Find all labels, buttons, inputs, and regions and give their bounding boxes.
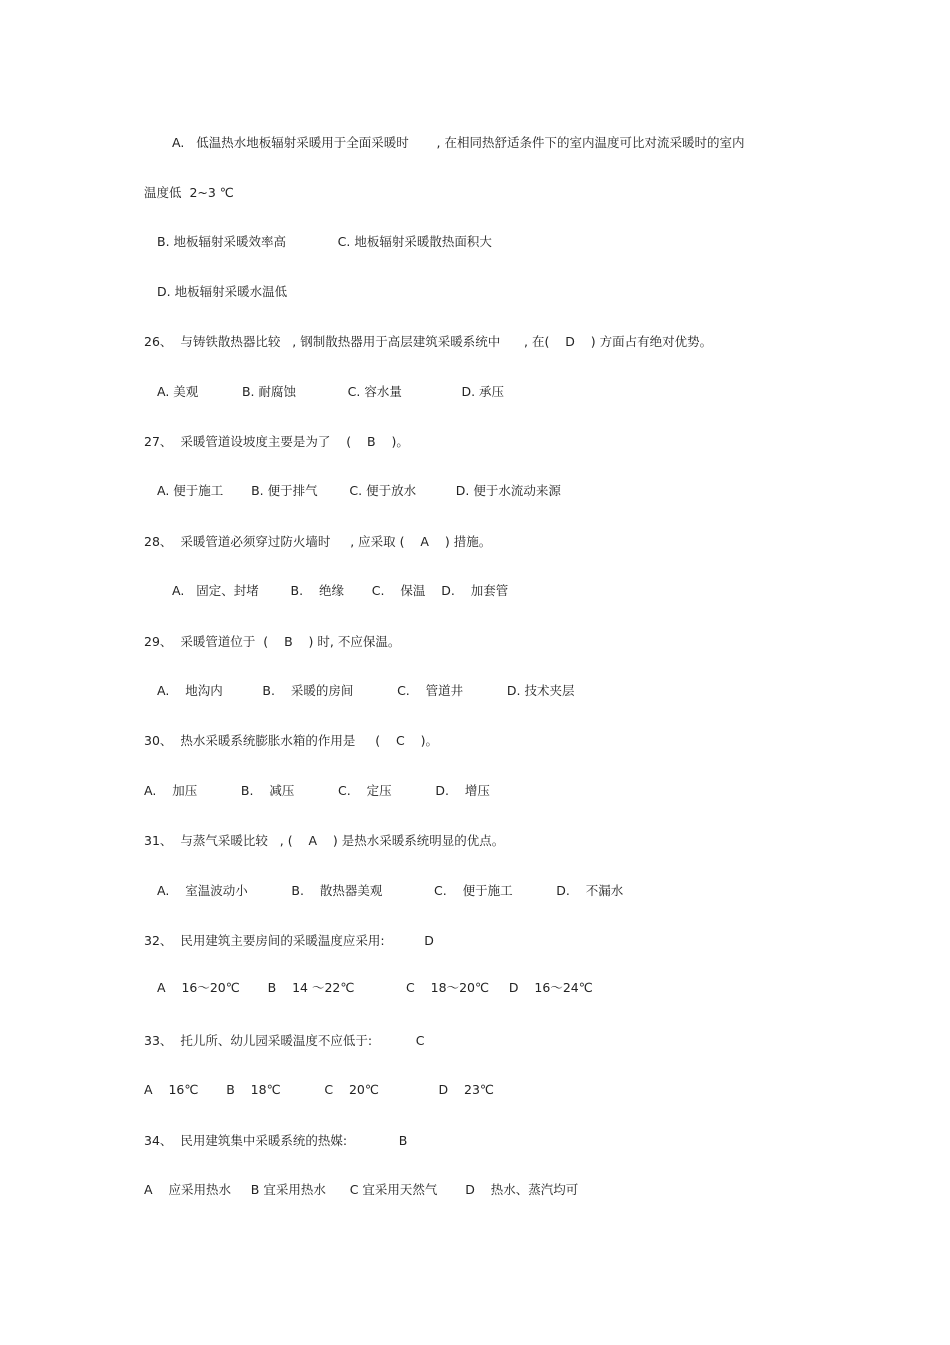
options-q32: A 16～20℃ B 14 ～22℃ C 18～20℃ D 16～24℃ <box>157 980 593 995</box>
question-26: 26、 与铸铁散热器比较 , 钢制散热器用于高层建筑采暖系统中 , 在( D ) 方面占有绝对优势。 <box>144 334 713 349</box>
options-q26: A. 美观 B. 耐腐蚀 C. 容水量 D. 承压 <box>157 384 505 399</box>
question-31: 31、 与蒸气采暖比较 , ( A ) 是热水采暖系统明显的优点。 <box>144 833 505 848</box>
question-32: 32、 民用建筑主要房间的采暖温度应采用: D <box>144 933 434 948</box>
options-q34: A 应采用热水 B 宜采用热水 C 宜采用天然气 D 热水、蒸汽均可 <box>144 1182 579 1197</box>
options-q28: A. 固定、封堵 B. 绝缘 C. 保温 D. 加套管 <box>172 583 509 598</box>
question-33: 33、 托儿所、幼儿园采暖温度不应低于: C <box>144 1033 425 1048</box>
question-28: 28、 采暖管道必须穿过防火墙时 , 应采取 ( A ) 措施。 <box>144 534 492 549</box>
options-bc-q25: B. 地板辐射采暖效率高 C. 地板辐射采暖散热面积大 <box>157 234 492 249</box>
options-q31: A. 室温波动小 B. 散热器美观 C. 便于施工 D. 不漏水 <box>157 883 624 898</box>
option-d-q25: D. 地板辐射采暖水温低 <box>157 284 288 299</box>
question-29: 29、 采暖管道位于 ( B ) 时, 不应保温。 <box>144 634 401 649</box>
options-q29: A. 地沟内 B. 采暖的房间 C. 管道井 D. 技术夹层 <box>157 683 575 698</box>
question-27: 27、 采暖管道设坡度主要是为了 ( B )。 <box>144 434 409 449</box>
option-a-q25-continued: 温度低 2~3 ℃ <box>144 185 234 200</box>
question-30: 30、 热水采暖系统膨胀水箱的作用是 ( C )。 <box>144 733 438 748</box>
options-q33: A 16℃ B 18℃ C 20℃ D 23℃ <box>144 1082 494 1097</box>
options-q27: A. 便于施工 B. 便于排气 C. 便于放水 D. 便于水流动来源 <box>157 483 561 498</box>
option-a-q25: A. 低温热水地板辐射采暖用于全面采暖时 , 在相同热舒适条件下的室内温度可比对流采暖时的室内 <box>172 135 745 150</box>
question-34: 34、 民用建筑集中采暖系统的热媒: B <box>144 1133 408 1148</box>
options-q30: A. 加压 B. 减压 C. 定压 D. 增压 <box>144 783 490 798</box>
